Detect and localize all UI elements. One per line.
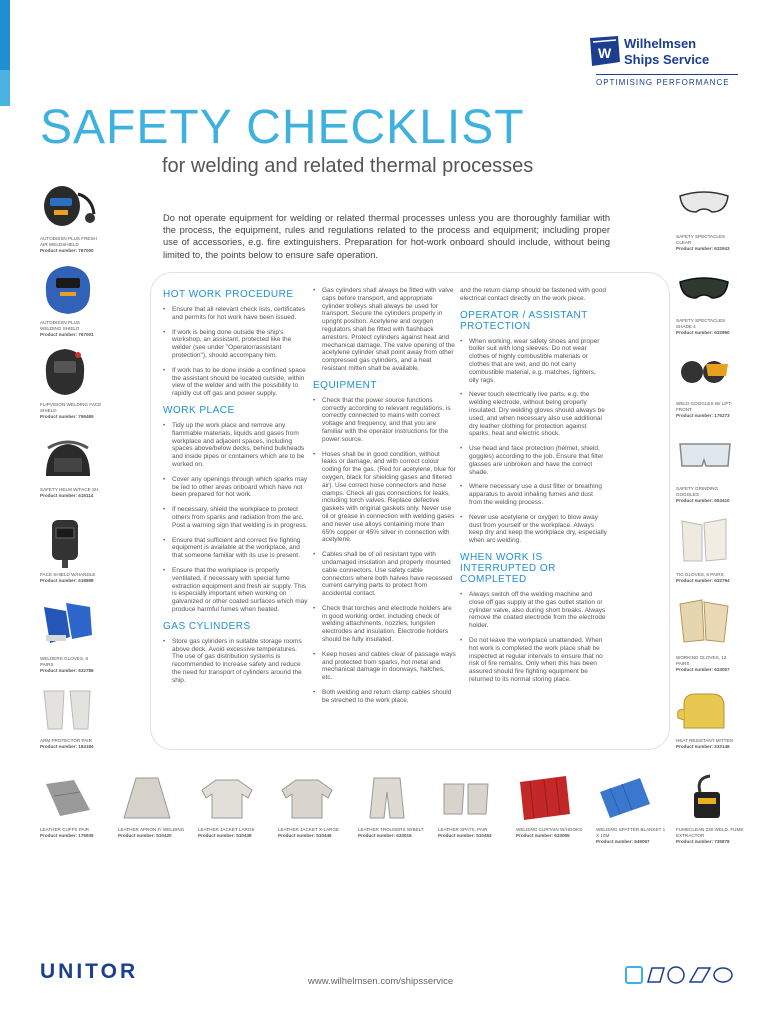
welding-spatter-blanket-image: [596, 774, 654, 822]
product-label: WELD GOGGLES W/ LIFT-FRONT Product number: 175273: [676, 401, 733, 418]
face-shield-handle-image: [40, 516, 90, 570]
operator-list: [460, 338, 607, 545]
list-item: • If work has to be done inside a confined space the assistant should be located outside, within view of the welder and with the possibility to rapidly cut off gas and power supply.: [163, 367, 308, 398]
list-item: • Always switch off the welding machine and close off gas supply at the gas outlet station or cylinder valve, also during short breaks. Always remove the coated electrode from the electrode holder.: [460, 591, 607, 630]
section-heading-operator-protection: OPERATOR / ASSISTANT PROTECTION: [460, 309, 588, 332]
flipvision-face-shield-image: [40, 345, 90, 397]
checklist-column-1: [163, 287, 308, 691]
product-label: LEATHER CUFFS PAIR Product number: 175935: [40, 827, 94, 838]
tig-gloves-image: [676, 515, 732, 565]
list-item: • Hoses shall be in good condition, without leaks or damage, and with correct colour coding for the gas. (Red for acetylene, blue for oxygen, black for shielding gases and filtered air). Use correct hose connectors and hose clamps. Check all gas connections for leaks, including torch valves. Replace defective gaskets with original gaskets only. Never use oil or grease in connection with welding gases and never use alloys containing more than 65% copper or 45% silver in connection with acetylene.: [313, 451, 456, 545]
page-title: SAFETY CHECKLIST: [40, 101, 525, 154]
product-label: SAFETY SPECTACLES SHADE 4 Product number: 632950: [676, 318, 730, 335]
section-heading-interrupted: WHEN WORK IS INTERRUPTED OR COMPLETED: [460, 551, 556, 585]
product-label: HEAT RESISTANT MITTEN Product number: 233148: [676, 738, 733, 749]
product-label: LEATHER SPATS, PAIR Product number: 510453: [438, 827, 492, 838]
product-label: LEATHER JACKET X-LARGE Product number: 510446: [278, 827, 340, 838]
brand-shapes-icon: [624, 964, 734, 986]
checklist-column-3: [460, 287, 607, 691]
arm-protector-image: [40, 687, 96, 733]
list-item: • Check that torches and electrode holders are in good working order, including check of welding attachments, nozzles, tungsten electrodes and insulation. Electrode holders should be fully insulated.: [313, 605, 456, 644]
welding-curtain-image: [516, 774, 574, 822]
interrupted-list: [460, 591, 607, 684]
product-label: AUTODISSN PLUS WELDING SHIELD Product number: 767001: [40, 320, 94, 337]
product-label: WELDING SPATTER BLANKET 1 X 10M Product number: 649067: [596, 827, 666, 844]
product-label: WELDING CURTAIN W/HOOKS Product number: 633065: [516, 827, 583, 838]
product-label: FLIPVISION WELDING FACE SHIELD Product number: 769465: [40, 402, 102, 419]
footer-url: www.wilhelmsen.com/shipsservice: [308, 976, 454, 987]
list-item: • If necessary, shield the workplace to protect others from sparks and radiation from the arc. Post a warning sign that welding is in progress.: [163, 506, 308, 529]
product-label: TIG GLOVES, 6 PAIRS Product number: 632794: [676, 572, 730, 583]
list-item: • If work is being done outside the ship's workshop, an assistant, protected like the welder (see under "Operator/assistant protection"), should accompany him.: [163, 329, 308, 360]
work-place-list: [163, 422, 308, 614]
heat-resistant-mitten-image: [676, 690, 732, 732]
flag-icon: [588, 34, 622, 68]
product-label: WELDERS GLOVES, 6 PAIRS Product number: 632786: [40, 656, 94, 673]
list-item: • When working, wear safety shoes and proper boiler suit with long sleeves. Do not wear clothes of highly combustible materials or clothes that are wet, and do not carry combustible material, e.g. matches, lighters, oily rags.: [460, 338, 607, 385]
gas-cylinders-list-continued: [313, 287, 456, 373]
leather-cuffs-image: [40, 774, 98, 822]
fume-extractor-image: [676, 772, 734, 822]
list-item: • Both welding and return clamp cables should be streched to the work place,: [313, 689, 456, 705]
list-item: • Never touch electrically live parts, e.g. the welding electrode, without being properly insulated. Dry welding gloves should always be used, and when necessary also use additional dry leather clothing for protection against sparks, heat and electric shock.: [460, 391, 607, 438]
leather-jacket-large-image: [198, 774, 256, 822]
working-gloves-image: [676, 596, 732, 646]
section-heading-hot-work: HOT WORK PROCEDURE: [163, 289, 294, 300]
product-label: LEATHER JACKET LARGE Product number: 510438: [198, 827, 255, 838]
safety-spectacles-shade-image: [676, 272, 732, 308]
list-item: • Ensure that sufficient and correct fire fighting equipment is available at the workplace, and that someone familiar with its use is present.: [163, 537, 308, 560]
continued-text: and the return clamp should be fastened with good electrical contact directly on the work piece.: [460, 287, 606, 302]
product-label: LEATHER TROUSERS W/BELT Product number: 633016: [358, 827, 424, 838]
list-item: • Ensure that the workplace is properly ventilated, if necessary with special fume extraction equipment and fresh air supply. This is especially important when working on galvanized or other coated surfaces which may produce harmful fumes when heated.: [163, 567, 308, 614]
leather-apron-image: [118, 774, 176, 822]
unitor-logo: UNITOR: [40, 960, 139, 983]
brand-name-line2: Ships Service: [624, 52, 710, 67]
list-item: • Where necessary use a dust filter or breathing apparatus to avoid inhaling fumes and dust from the welding process.: [460, 483, 607, 506]
brand-name-line1: Wilhelmsen: [624, 36, 697, 51]
fresh-air-weldshield-image: [40, 180, 98, 230]
list-item: • Cables shall be of oil resistant type with undamaged insulation and properly mounted cable connectors. Use safety cable connectors where both halves have recessed current carrying parts to protect from accidental contact.: [313, 551, 456, 598]
product-label: SAFETY GRINDING GOGGLES Product number: 653410: [676, 486, 730, 503]
accent-bar: [0, 0, 10, 106]
product-label: LEATHER APRON F/ WELDING Product number: 510420: [118, 827, 185, 838]
list-item: • Gas cylinders shall always be fitted with valve caps before transport, and appropriate cylinder trolleys shall always be used for transport. Secure the cylinders properly in upright position. Acetylene and oxygen regulators shall be fitted with flashback arrestors. Protect cylinders against heat and mechanical damage. The valve opening of the acetylene cylinder shall point away from other compressed gas cylinders, and a heat resistant mitten shall be available.: [313, 287, 456, 373]
product-label: SAFETY SPECTACLES CLEAR Product number: 632943: [676, 234, 730, 251]
list-item: • Keep hoses and cables clear of passage ways and protected from sparks, hot metal and mechanical damage in doorways, hatches, etc.: [313, 651, 456, 682]
list-item: • Check that the power source functions correctly according to relevant regulations, is correctly connected to mains with correct voltage and frequency, and that you are familiar with the operator instructions for the power source.: [313, 397, 456, 444]
list-item: • Use head and face protection (helmet, shield, goggles) according to the job. Ensure that filter glasses are unbroken and have the correct shade.: [460, 445, 607, 476]
intro-text: Do not operate equipment for welding or related thermal processes unless you are thoroughly familiar with the process, the equipment, rules and regulations related to the process and equipment; including proper use of accessories, e.g. fire extinguishers. Preparation for hot-work onboard should include, without being limited to, the points below to ensure safe operation.: [163, 213, 610, 260]
welders-gloves-image: [40, 597, 96, 647]
safety-helm-face-shield-image: [40, 436, 96, 482]
product-label: ARM PROTECTOR PAIR Product number: 184184: [40, 738, 94, 749]
safety-spectacles-clear-image: [676, 186, 732, 222]
leather-jacket-xlarge-image: [278, 774, 336, 822]
product-label: SAFETY HELM W/FACE SH. Product number: 619114: [40, 487, 100, 498]
product-label: AUTODISSN PLUS FRESH AIR WELDSHIELD Product number: 767000: [40, 236, 97, 253]
section-heading-gas-cylinders: GAS CYLINDERS: [163, 620, 251, 632]
list-item: • Ensure that all relevant check lists, certificates and permits for hot work have been issued.: [163, 306, 308, 322]
list-item: • Do not leave the workplace unattended. When hot work is completed the work place shall be inspected at regular intervals to ensure that no risk of fire remains. Only when this has been assured should fire fighting equipment be returned to its normal storing place.: [460, 637, 607, 684]
product-label: FUMECLEAN 230 WELD. FUME EXTRACTOR Product number: 735878: [676, 827, 744, 844]
tagline-rule: [596, 74, 738, 75]
list-item: • Cover any openings through which sparks may be led to other areas onboard which have not been prepared for hot work.: [163, 476, 308, 499]
leather-spats-image: [438, 774, 496, 822]
wilhelmsen-logo: [588, 34, 738, 94]
checklist-column-2: [313, 287, 456, 712]
svg-text:W: W: [598, 45, 612, 61]
section-heading-equipment: EQUIPMENT: [313, 379, 377, 391]
equipment-list: [313, 397, 456, 705]
leather-trousers-image: [358, 774, 416, 822]
section-heading-work-place: WORK PLACE: [163, 404, 235, 416]
weld-goggles-image: [676, 350, 732, 390]
safety-grinding-goggles-image: [676, 436, 734, 472]
gas-cylinders-list: [163, 638, 308, 685]
list-item: • Store gas cylinders in suitable storage rooms above deck. Avoid excessive temperatures. The use of gas distribution systems is recommended to increase safety and reduce the need for transport of cylinders around the ship.: [163, 638, 308, 685]
product-label: WORKING GLOVES, 12 PAIRS Product number: 633057: [676, 655, 730, 672]
autodiss-welding-shield-image: [40, 262, 96, 316]
list-item: • Never use acetylene or oxygen to blow away dust from yourself or the workplace. Always keep dry and keep the workplace dry, especially when arc welding.: [460, 514, 607, 545]
list-item: • Tidy up the work place and remove any flammable materials, liquids and gases from workplace and adjacent spaces, including spaces above/below decks, behind bulkheads and inside pipes or containers which are to be worked on.: [163, 422, 308, 469]
brand-tagline: OPTIMISING PERFORMANCE: [596, 78, 730, 87]
hot-work-list: [163, 306, 308, 398]
product-label: FACE SHIELD W/HANDLE Product number: 618898: [40, 572, 96, 583]
page-subtitle: for welding and related thermal processes: [162, 155, 534, 177]
